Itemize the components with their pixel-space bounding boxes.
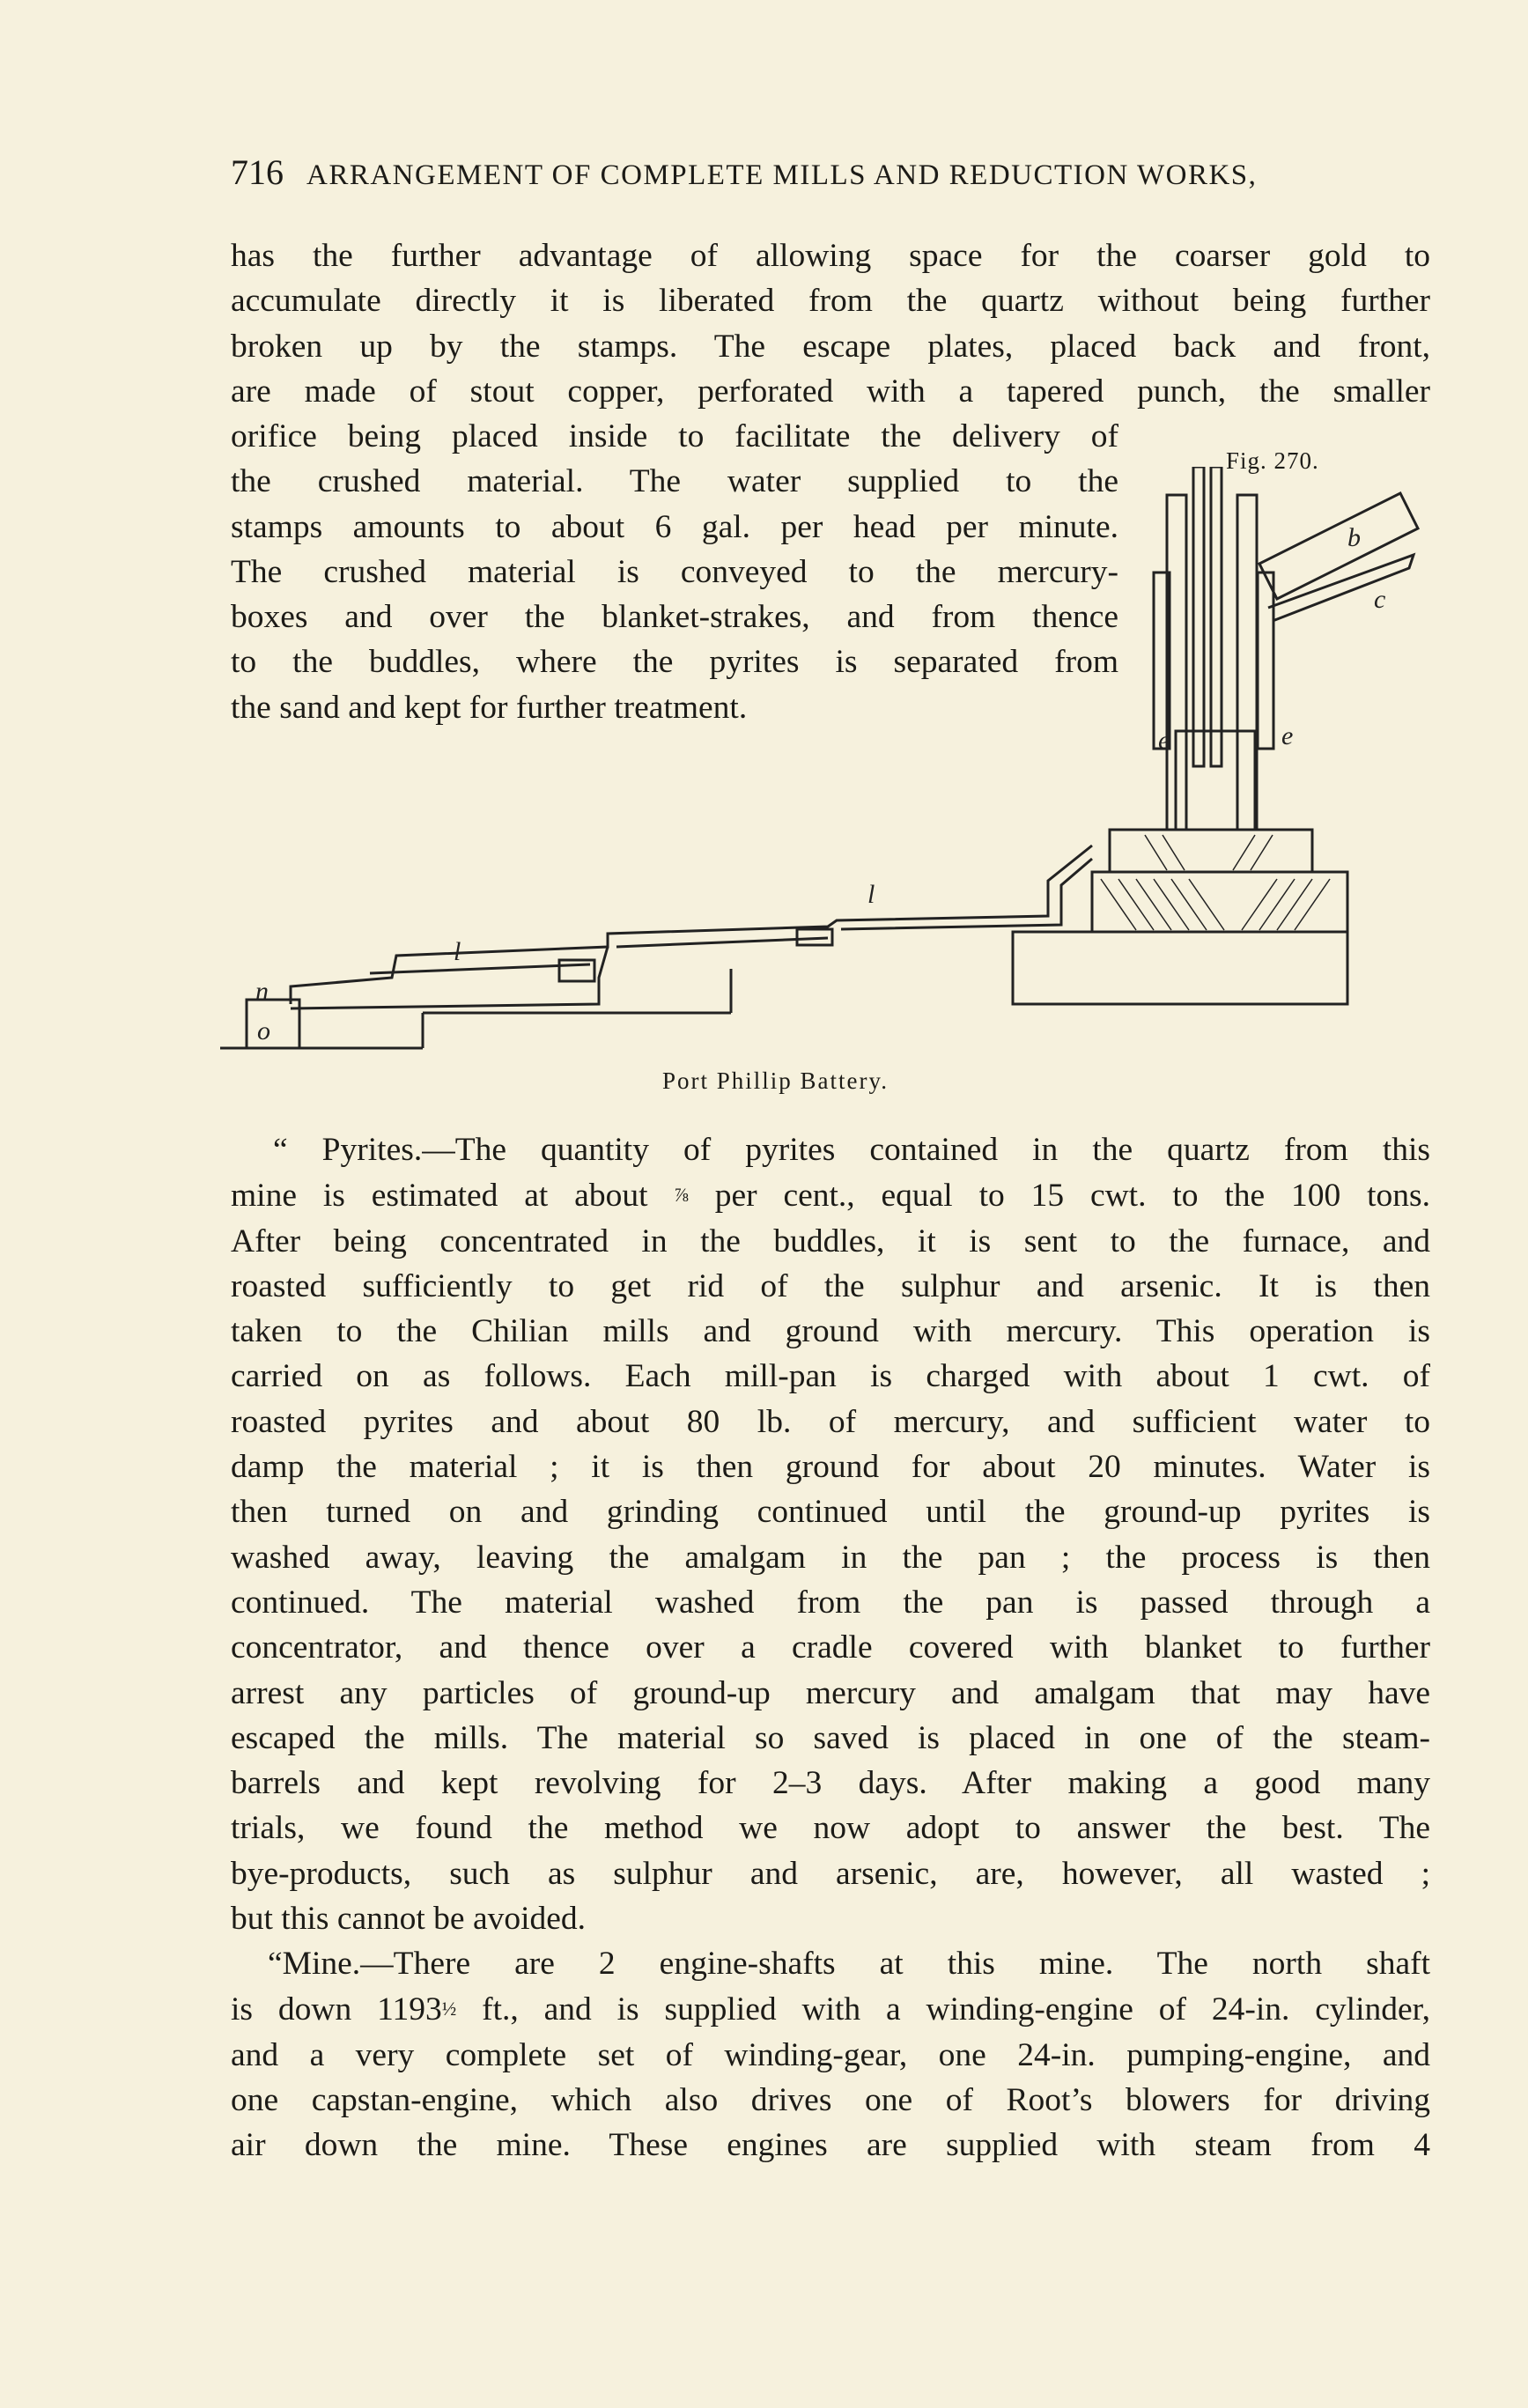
text-line: accumulate directly it is liberated from the quartz without being further — [231, 283, 1430, 320]
figure-letter: l — [454, 937, 461, 966]
intro-paragraph-full — [231, 233, 1430, 414]
text-line: trials, we found the method we now adopt to answer the best. The — [231, 1810, 1430, 1847]
figure-letter: c — [1374, 585, 1386, 614]
text-line: is down 1193½ ft., and is supplied with a winding-engine of 24-in. cylinder, — [231, 1991, 1431, 2028]
text-line: “Mine.—There are 2 engine-shafts at this mine. The north shaft — [268, 1946, 1430, 1982]
text-line: mine is estimated at about ⅞ per cent., equal to 15 cwt. to the 100 tons. — [231, 1178, 1431, 1215]
figure-letter: n — [255, 977, 269, 1006]
figure-letter: l — [867, 880, 875, 909]
text-line: boxes and over the blanket-strakes, and from thence — [231, 599, 1118, 636]
text-line: stamps amounts to about 6 gal. per head per minute. — [231, 508, 1118, 545]
text-line: taken to the Chilian mills and ground with mercury. This operation is — [231, 1313, 1430, 1350]
text-line: the crushed material. The water supplied to the — [231, 463, 1118, 500]
text-line: orifice being placed inside to facilitate the delivery of — [231, 418, 1118, 454]
text-line: roasted pyrites and about 80 lb. of mercury, and sufficient water to — [231, 1403, 1430, 1440]
text-line: continued. The material washed from the pan is passed through a — [231, 1584, 1430, 1621]
pyrites-paragraph — [231, 1127, 1430, 1941]
text-line: air down the mine. These engines are supplied with steam from 4 — [231, 2127, 1430, 2164]
text-line: The crushed material is conveyed to the mercury- — [231, 553, 1118, 590]
text-line: the sand and kept for further treatment. — [231, 689, 748, 726]
outlet-box — [247, 1000, 299, 1048]
text-line: roasted sufficiently to get rid of the sulphur and arsenic. It is then — [231, 1267, 1430, 1304]
text-line: “ Pyrites.—The quantity of pyrites contained in the quartz from this — [273, 1132, 1430, 1168]
figure-caption: Port Phillip Battery. — [662, 1067, 889, 1094]
text-line: and a very complete set of winding-gear, one 24-in. pumping-engine, and — [231, 2036, 1430, 2073]
fraction: ½ — [441, 1998, 457, 2020]
text-line: broken up by the stamps. The escape plates, placed back and front, — [231, 328, 1430, 365]
mortar-block-upper — [1110, 830, 1312, 872]
text-line: After being concentrated in the buddles, it is sent to the furnace, and — [231, 1222, 1430, 1259]
text-line: arrest any particles of ground-up mercury and amalgam that may have — [231, 1674, 1430, 1711]
battery-figure — [220, 467, 1444, 1066]
mine-paragraph — [231, 1941, 1430, 2168]
stamp-stem — [1193, 467, 1204, 766]
text-line: concentrator, and thence over a cradle covered with blanket to further — [231, 1629, 1430, 1666]
figure-letter: o — [257, 1016, 270, 1045]
text-line: bye-products, such as sulphur and arsenic, are, however, all wasted ; — [231, 1855, 1430, 1892]
text-line: washed away, leaving the amalgam in the pan ; the process is then — [231, 1539, 1430, 1576]
stamp-stem — [1211, 467, 1222, 766]
side-guard-right — [1258, 572, 1273, 749]
text-line: escaped the mills. The material so saved is placed in one of the steam- — [231, 1719, 1430, 1756]
page-number: 716 — [231, 152, 284, 192]
text-line: are made of stout copper, perforated with a tapered punch, the smaller — [231, 373, 1430, 410]
text-line: barrels and kept revolving for 2–3 days. After making a good many — [231, 1765, 1430, 1802]
running-title: ARRANGEMENT OF COMPLETE MILLS AND REDUCTION WORKS, — [306, 159, 1258, 191]
figure-letter: b — [1347, 523, 1361, 552]
text-line: but this cannot be avoided. — [231, 1901, 587, 1938]
figure-letter: e — [1158, 726, 1170, 755]
figure-number: Fig. 270. — [1226, 447, 1319, 474]
text-line: to the buddles, where the pyrites is separated from — [231, 644, 1118, 681]
text-line: has the further advantage of allowing space for the coarser gold to — [231, 238, 1430, 274]
text-line: carried on as follows. Each mill-pan is charged with about 1 cwt. of — [231, 1358, 1430, 1395]
figure-letter: e — [1281, 721, 1294, 750]
running-header — [231, 151, 1393, 193]
foundation-block — [1013, 932, 1347, 1004]
text-line: one capstan-engine, which also drives one of Root’s blowers for driving — [231, 2081, 1430, 2118]
text-line: damp the material ; it is then ground for about 20 minutes. Water is — [231, 1449, 1430, 1486]
text-line: then turned on and grinding continued until the ground-up pyrites is — [231, 1494, 1430, 1531]
amalgamation-tables — [291, 846, 1092, 1004]
fraction: ⅞ — [674, 1184, 689, 1207]
